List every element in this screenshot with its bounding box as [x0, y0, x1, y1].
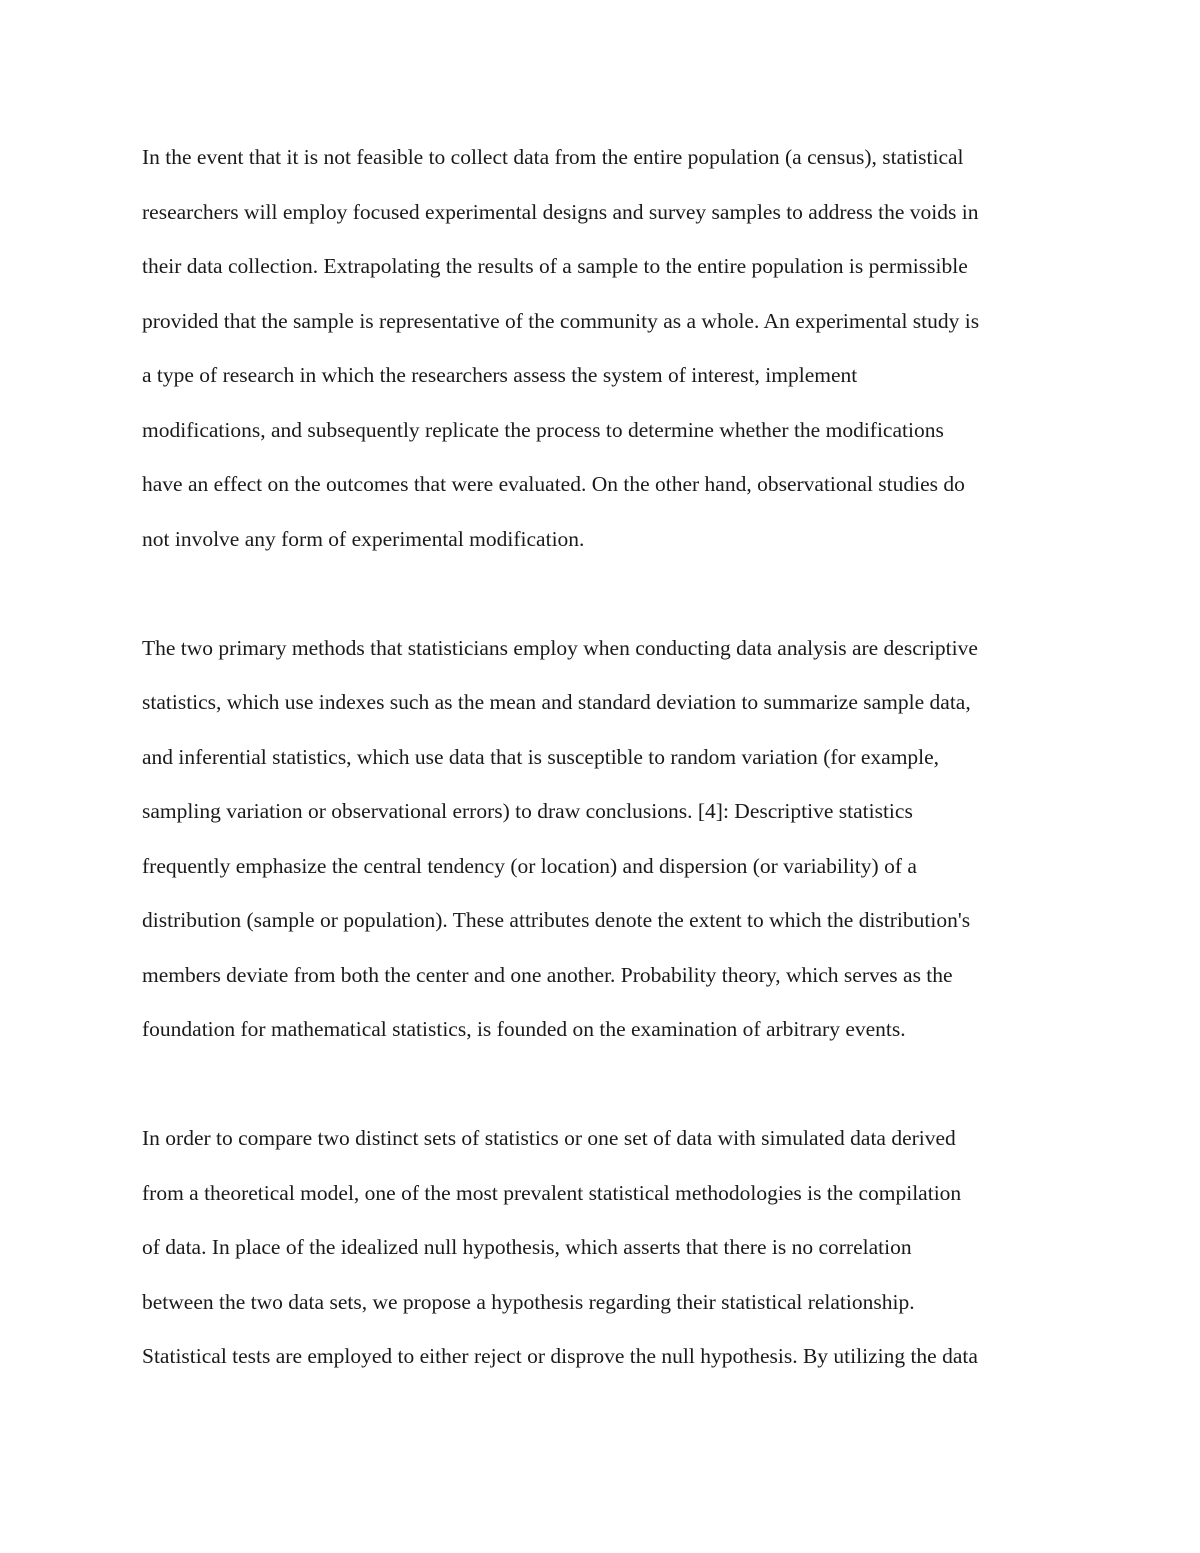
text-line: modifications, and subsequently replicate the process to determine whether the modifications [142, 417, 944, 442]
document-body [142, 130, 1062, 1384]
text-line: researchers will employ focused experimental designs and survey samples to address the voids in [142, 199, 979, 224]
text-line: The two primary methods that statisticians employ when conducting data analysis are descriptive [142, 635, 978, 660]
text-line: distribution (sample or population). These attributes denote the extent to which the distribution's [142, 908, 971, 932]
text-line: their data collection. Extrapolating the results of a sample to the entire population is permissible [142, 254, 968, 278]
text-line: not involve any form of experimental modification. [142, 526, 585, 551]
text-line: and inferential statistics, which use data that is susceptible to random variation (for example, [142, 744, 940, 769]
text-line: between the two data sets, we propose a hypothesis regarding their statistical relationship. [142, 1289, 915, 1314]
paragraph-1 [142, 130, 1062, 566]
text-line: a type of research in which the researchers assess the system of interest, implement [142, 363, 858, 387]
text-line: have an effect on the outcomes that were evaluated. On the other hand, observational studies do [142, 472, 965, 496]
text-line: In the event that it is not feasible to collect data from the entire population (a census), statistical [142, 145, 964, 169]
text-line: sampling variation or observational errors) to draw conclusions. [4]: Descriptive statistics [142, 799, 913, 823]
text-line: provided that the sample is representative of the community as a whole. An experimental study is [142, 308, 980, 333]
text-line: of data. In place of the idealized null hypothesis, which asserts that there is no correlation [142, 1235, 912, 1259]
paragraph-3 [142, 1111, 1062, 1384]
paragraph-2 [142, 621, 1062, 1057]
text-line: foundation for mathematical statistics, is founded on the examination of arbitrary events. [142, 1017, 906, 1041]
text-line: In order to compare two distinct sets of statistics or one set of data with simulated data derived [142, 1126, 956, 1150]
text-line: from a theoretical model, one of the most prevalent statistical methodologies is the compilation [142, 1180, 962, 1205]
text-line: members deviate from both the center and one another. Probability theory, which serves as the [142, 962, 953, 987]
text-line: frequently emphasize the central tendency (or location) and dispersion (or variability) of a [142, 853, 917, 878]
text-line: statistics, which use indexes such as the mean and standard deviation to summarize sample data, [142, 690, 971, 714]
text-line: Statistical tests are employed to either reject or disprove the null hypothesis. By utilizing the data [142, 1344, 978, 1368]
